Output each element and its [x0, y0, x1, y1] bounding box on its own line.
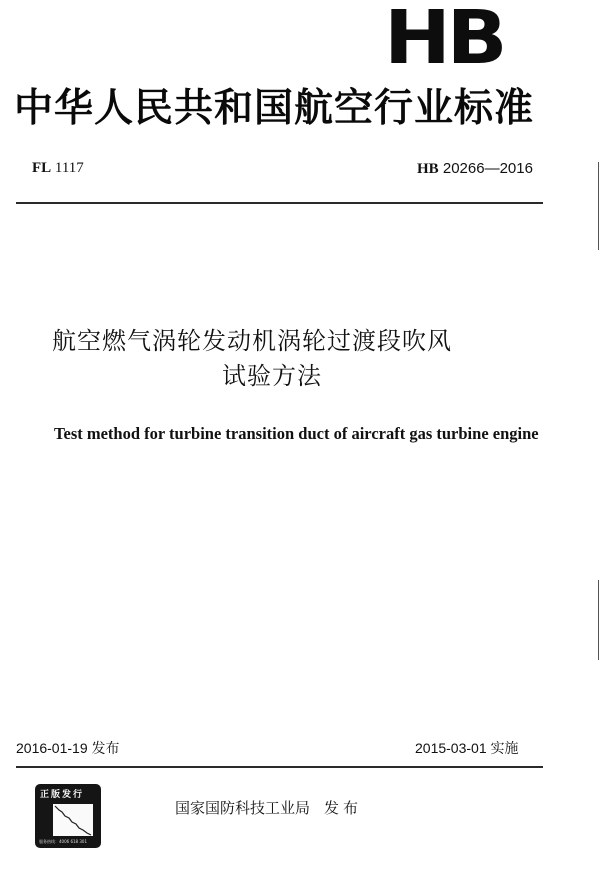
stamp-anti-counterfeit-window: [53, 804, 93, 836]
scan-artifact: [598, 162, 599, 250]
chinese-title-line-1: 航空燃气涡轮发动机涡轮过渡段吹风: [52, 327, 452, 355]
publisher-name: 国家国防科技工业局: [175, 799, 311, 817]
implementation-date: 2015-03-01 实施: [415, 740, 519, 756]
bottom-divider: [16, 766, 543, 768]
issue-date: 2016-01-19 发布: [16, 740, 120, 756]
publish-action: 发布: [324, 799, 363, 817]
authentic-edition-stamp: [35, 784, 101, 848]
classification-number: 1117: [54, 160, 84, 176]
classification-prefix: FL: [32, 160, 52, 176]
standard-code-prefix: HB: [417, 161, 439, 177]
stamp-hotline: 服务热线：4006 618 301: [39, 839, 87, 844]
top-divider: [16, 202, 543, 204]
standard-code: [417, 160, 533, 178]
stamp-header: 正版发行: [40, 790, 85, 800]
hb-logo: HB: [384, 0, 504, 81]
standard-code-number: 20266—2016: [442, 160, 533, 177]
publisher-line: [175, 797, 362, 818]
standard-type-heading: 中华人民共和国航空行业标准: [14, 86, 535, 131]
tear-line-icon: [53, 804, 93, 836]
chinese-title-line-2: 试验方法: [222, 362, 322, 390]
classification-code: [32, 160, 84, 177]
scan-artifact: [598, 580, 599, 660]
english-title: Test method for turbine transition duct of aircraft gas turbine engine: [54, 424, 539, 443]
